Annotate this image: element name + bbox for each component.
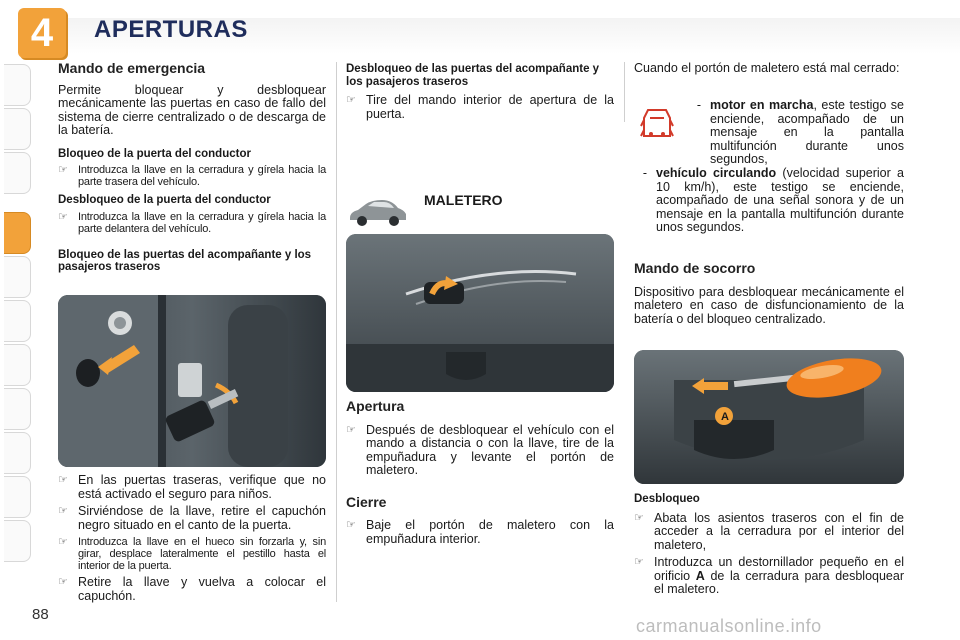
hand-pointer-icon: ☞ <box>346 94 356 106</box>
side-tab-11[interactable] <box>4 520 31 562</box>
chapter-badge: 4 <box>18 8 66 58</box>
intro-text: Cuando el portón de maletero está mal cerrado: <box>634 61 900 75</box>
column-trunk <box>346 400 614 546</box>
hand-pointer-icon: ☞ <box>58 576 68 588</box>
column-divider <box>624 62 625 122</box>
column-socorro <box>634 262 904 326</box>
list-item: ☞ Introduzca la llave en la cerradura y gírela hacia la parte delantera del vehículo. <box>58 210 326 235</box>
watermark: carmanualsonline.info <box>636 616 822 636</box>
hand-pointer-icon: ☞ <box>58 474 68 486</box>
list-item: ☞ Introduzca la llave en el hueco sin forzarla y, sin girar, desplace lateralmente el pestillo hasta el interior de la puerta. <box>58 536 326 572</box>
subheading: Bloqueo de la puerta del conductor <box>58 147 251 160</box>
page-title: APERTURAS <box>94 16 248 43</box>
subheading: Desbloqueo de las puertas del acompañante y los pasajeros traseros <box>346 63 600 88</box>
column-desbloqueo <box>634 493 904 597</box>
column-trunk-warning <box>634 62 904 76</box>
list-item: ☞ Introduzca la llave en la cerradura y gírela hacia la parte trasera del vehículo. <box>58 164 326 188</box>
section-heading: Mando de socorro <box>634 260 756 276</box>
side-tab-2[interactable] <box>4 108 31 150</box>
maletero-heading: MALETERO <box>424 192 503 208</box>
screwdriver-photo <box>634 350 904 484</box>
subheading: Bloqueo de las puertas del acompañante y los pasajeros traseros <box>58 248 312 273</box>
list-item: ☞ Retire la llave y vuelva a colocar el capuchón. <box>58 575 326 603</box>
side-tab-9[interactable] <box>4 432 31 474</box>
column-passenger-unlock <box>346 63 614 121</box>
hand-pointer-icon: ☞ <box>58 536 68 548</box>
side-tab-6[interactable] <box>4 300 31 342</box>
car-side-icon <box>346 196 410 228</box>
side-tab-4-active[interactable] <box>4 212 31 254</box>
hand-pointer-icon: ☞ <box>58 164 68 176</box>
list-item: ☞ Tire del mando interior de apertura de la puerta. <box>346 93 614 121</box>
door-lock-photo <box>58 295 326 467</box>
section-heading: Cierre <box>346 493 387 510</box>
subheading: Desbloqueo <box>634 493 700 505</box>
hand-pointer-icon: ☞ <box>346 519 356 531</box>
list-item: ☞ Sirviéndose de la llave, retire el capuchón negro situado en el canto de la puerta. <box>58 504 326 532</box>
side-tab-3[interactable] <box>4 152 31 194</box>
side-tab-10[interactable] <box>4 476 31 518</box>
socorro-text: Dispositivo para desbloquear mecánicamente el maletero en caso de disfuncionamiento de la batería o del bloqueo centralizado. <box>634 284 904 326</box>
side-tab-1[interactable] <box>4 64 31 106</box>
list-item: ☞ Después de desbloquear el vehículo con el mando a distancia o con la llave, tire de la empuñadura y levante el portón de maletero. <box>346 422 614 477</box>
side-tab-8[interactable] <box>4 388 31 430</box>
hand-pointer-icon: ☞ <box>634 511 644 524</box>
list-item: ☞ Baje el portón de maletero con la empuñadura interior. <box>346 518 614 546</box>
column-emergency-steps <box>58 474 326 603</box>
intro-text: Permite bloquear y desbloquear mecánicamente las puertas en caso de fallo del sistema de cierre centralizado o de descarga de la batería. <box>58 82 326 137</box>
subheading: Desbloqueo de la puerta del conductor <box>58 194 271 206</box>
warning-item-engine: - motor en marcha, este testigo se enciende, acompañado de un mensaje en la pantalla multifunción durante unos segundos, <box>696 98 904 166</box>
hand-pointer-icon: ☞ <box>346 423 356 436</box>
list-item: ☞ Abata los asientos traseros con el fin de acceder a la cerradura por el interior del maletero, <box>634 510 904 552</box>
callout-a-label: A <box>721 411 729 423</box>
side-tab-7[interactable] <box>4 344 31 386</box>
list-item: ☞ Introduzca un destornillador pequeño en el orificio A de la cerradura para desbloquear el maletero. <box>634 555 905 596</box>
section-heading: Mando de emergencia <box>58 60 206 76</box>
side-tab-5[interactable] <box>4 256 31 298</box>
page-number: 88 <box>32 606 49 623</box>
list-item: ☞ En las puertas traseras, verifique que no está activado el seguro para niños. <box>58 473 326 501</box>
open-door-warning-icon <box>640 104 674 144</box>
warning-item-driving: - vehículo circulando (velocidad superior a 10 km/h), este testigo se enciende, acompañado de una señal sonora y de un mensaje en la pantalla multifunción durante unos segundos. <box>642 166 904 234</box>
hand-pointer-icon: ☞ <box>58 210 68 223</box>
trunk-handle-photo <box>346 234 614 392</box>
hand-pointer-icon: ☞ <box>634 556 644 568</box>
section-heading: Apertura <box>346 398 405 414</box>
column-emergency <box>58 62 326 274</box>
hand-pointer-icon: ☞ <box>58 505 68 517</box>
column-divider <box>336 62 337 602</box>
